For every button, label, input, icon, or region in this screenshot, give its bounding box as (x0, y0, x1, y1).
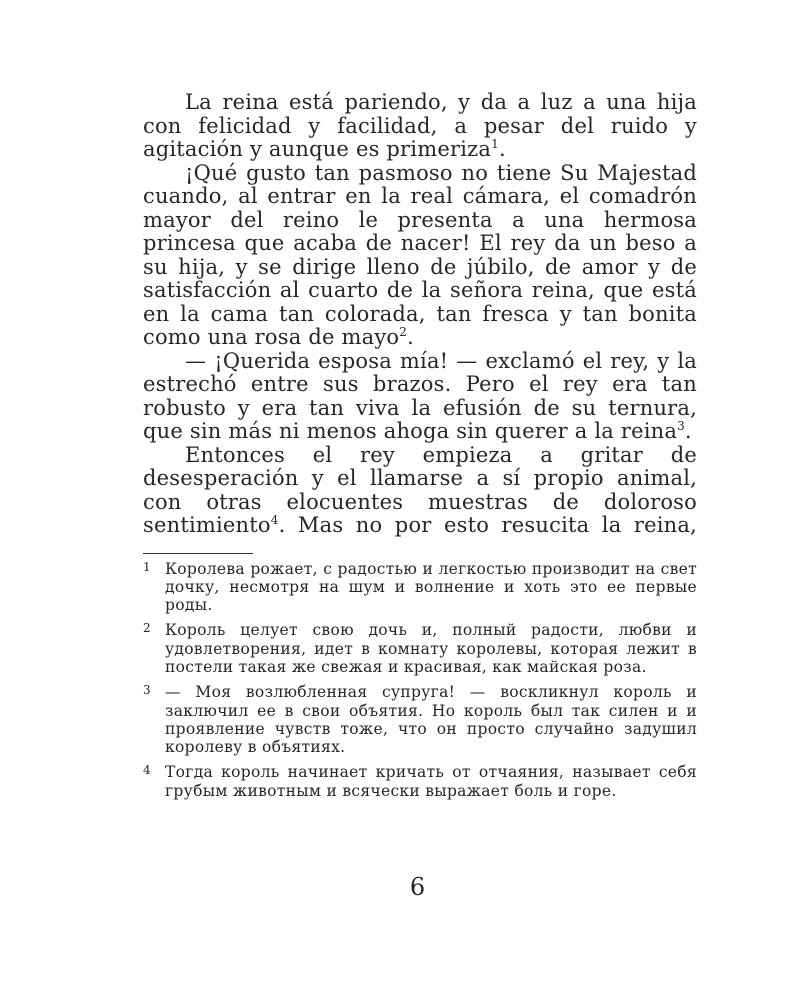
footnote-number: 2 (143, 621, 151, 636)
footnote-text: Тогда король начинает кричать от отчаяния, называет себя грубым животным и всячески выражает боль и горе. (165, 763, 697, 800)
paragraph-1 (143, 91, 697, 162)
footnote-ref-2[interactable]: 2 (399, 325, 408, 339)
page-body (143, 91, 697, 807)
footnote-3 (143, 683, 697, 756)
paragraph-text: ¡Qué gusto tan pasmoso no tiene Su Majestad cuando, al entrar en la real cámara, el comadrón mayor del reino le presenta a una hermosa princesa que acaba de nacer! El rey da un beso a su hija, y se dirige lleno de júbilo, de amor y de satisfacción al cuarto de la señora reina, que está en la cama tan colorada, tan fresca y tan bonita como una rosa de mayo (143, 160, 697, 349)
paragraph-text-tail: . (498, 137, 506, 161)
footnote-2 (143, 621, 697, 676)
paragraph-text: — ¡Querida esposa mía! — exclamó el rey, y la estrechó entre sus brazos. Pero el rey era tan robusto y era tan viva la efusión de su ternura, que sin más ni menos ahoga sin querer a la reina (143, 348, 697, 443)
footnote-text: — Моя возлюбленная супруга! — воскликнул король и заключил ее в свои объятия. Но король был так силен и и проявление чувств тоже, что он просто случайно задушил королеву в объятиях. (165, 683, 697, 757)
paragraph-text: Entonces el rey empieza a gritar de desesperación y el llamarse a sí propio animal, con otras elocuentes muestras de doloroso sentimiento (143, 442, 697, 537)
footnote-text: Король целует свою дочь и, полный радости, любви и удовлетворения, идет в комнату королевы, которая лежит в постели такая же свежая и красивая, как майская роза. (165, 621, 697, 676)
paragraph-4 (143, 444, 697, 538)
footnote-number: 1 (143, 559, 151, 574)
paragraph-text-tail: . (684, 419, 692, 443)
paragraph-text-tail: . Mas no por esto resucita la reina, (278, 513, 697, 537)
paragraph-text: La reina está pariendo, y da a luz a una hija con felicidad y facilidad, a pesar del ruido y agitación y aunque es primeriza (143, 90, 697, 161)
paragraph-text-tail: . (407, 325, 414, 349)
footnotes (143, 560, 697, 801)
footnote-text: Королева рожает, с радостью и легкостью производит на свет дочку, несмотря на шум и волнение и хоть это ее первые роды. (165, 559, 697, 615)
footnote-1 (143, 560, 697, 615)
footnote-number: 3 (143, 683, 151, 698)
paragraph-2 (143, 162, 697, 350)
footnote-ref-1[interactable]: 1 (491, 137, 499, 151)
footnote-ref-3[interactable]: 3 (677, 419, 685, 433)
page-number: 6 (409, 873, 426, 901)
footnote-4 (143, 763, 697, 800)
footnote-ref-4[interactable]: 4 (270, 513, 279, 527)
footnote-divider (143, 553, 253, 554)
footnote-number: 4 (143, 763, 151, 778)
paragraph-3 (143, 350, 697, 444)
